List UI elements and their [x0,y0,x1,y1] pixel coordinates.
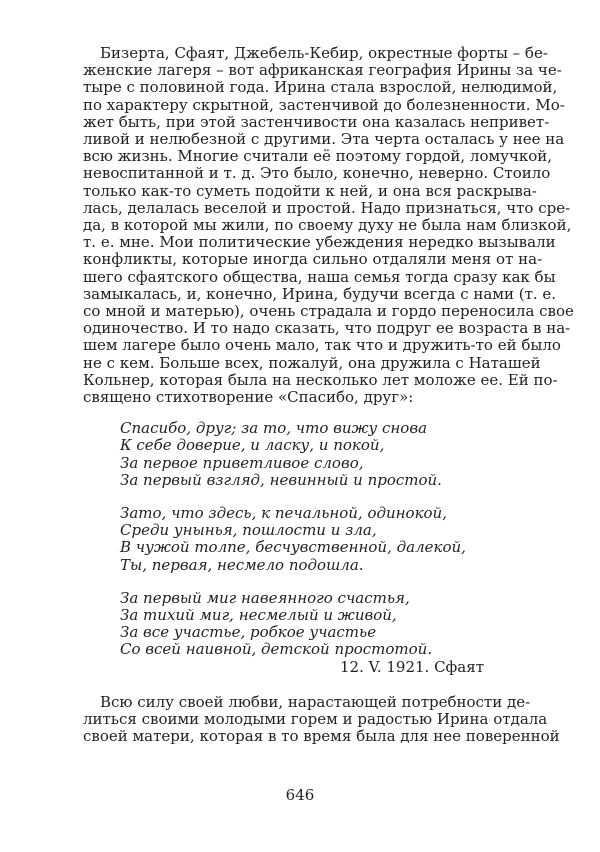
text-line: замыкалась, и, конечно, Ирина, будучи всегда с нами (т. е. [83,284,557,303]
text-line: тыре с половиной года. Ирина стала взрослой, нелюдимой, [83,78,558,97]
verse-line: Спасибо, друг; за то, что вижу снова [120,419,428,438]
text-line: Всю силу своей любви, нарастающей потребности де- [100,692,531,711]
text-line: со мной и матерью), очень страдала и гордо переносила свое [83,302,574,320]
text-line: женские лагеря – вот африканская география Ирины за че- [83,61,562,80]
verse-line: За все участье, робкое участье [120,623,377,642]
text-line: литься своими молодыми горем и радостью Ирина отдала [83,710,548,728]
verse-line: За первый миг навеянного счастья, [120,588,410,607]
verse-line: Зато, что здесь, к печальной, одинокой, [120,504,447,522]
text-line: Бизерта, Сфаят, Джебель-Кебир, окрестные форты – бе- [100,44,548,62]
text-line: своей матери, которая в то время была для нее поверенной [83,727,560,746]
verse-line: В чужой толпе, бесчувственной, далекой, [120,538,466,557]
verse-line: К себе доверие, и ласку, и покой, [120,436,385,455]
text-line: всю жизнь. Многие считали её поэтому гордой, ломучкой, [83,147,553,166]
text-line: да, в которой мы жили, по своему духу не была нам близкой, [83,216,572,234]
poem-signature: 12. V. 1921. Сфаят [340,657,485,676]
verse-line: Со всей наивной, детской простотой. [120,640,433,659]
text-line: невоспитанной и т. д. Это было, конечно, неверно. Стоило [83,164,551,183]
text-line: по характеру скрытной, застенчивой до болезненности. Мо- [83,95,565,114]
text-line: жет быть, при этой застенчивости она казалась непривет- [83,112,550,131]
text-line: одиночество. И то надо сказать, что подруг ее возраста в на- [83,319,571,338]
verse-line: Среди унынья, пошлости и зла, [120,521,377,540]
page-number: 646 [285,786,315,804]
verse-line: За первый взгляд, невинный и простой. [120,470,442,489]
text-line: священо стихотворение «Спасибо, друг»: [83,388,414,406]
text-line: конфликты, которые иногда сильно отдаляли меня от на- [83,250,543,269]
text-line: только как-то суметь подойти к ней, и она вся раскрыва- [83,181,537,200]
text-line: т. е. мне. Мои политические убеждения нередко вызывали [83,233,556,252]
text-line: шем лагере было очень мало, так что и дружить-то ей было [83,336,561,355]
verse-line: Ты, первая, несмело подошла. [120,555,364,574]
text-line: Кольнер, которая была на несколько лет моложе ее. Ей по- [83,370,558,389]
text-line: лась, делалась веселой и простой. Надо признаться, что сре- [83,198,571,217]
verse-line: За первое приветливое слово, [120,453,364,472]
text-line: ливой и нелюбезной с другими. Эта черта осталась у нее на [83,130,565,148]
verse-line: За тихий миг, несмелый и живой, [120,606,397,624]
text-line: шего сфаятского общества, наша семья тогда сразу как бы [83,267,556,286]
text-line: не с кем. Больше всех, пожалуй, она дружила с Наташей [83,353,541,372]
